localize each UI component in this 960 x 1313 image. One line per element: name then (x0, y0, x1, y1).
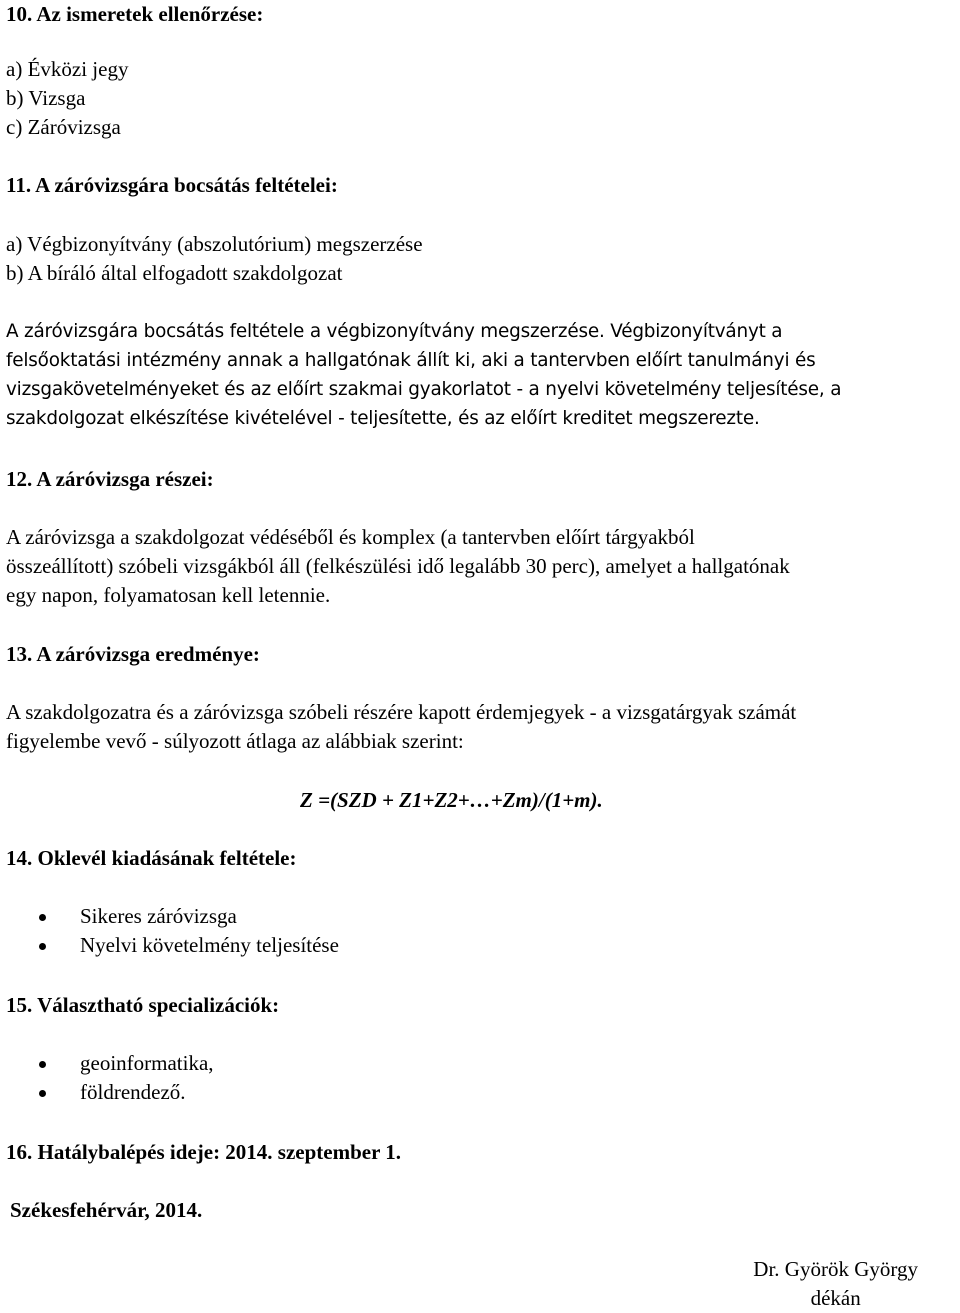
bullet-icon (39, 914, 46, 921)
signatory-name: Dr. Györök György (753, 1257, 918, 1281)
list-item-label: földrendező. (80, 1080, 186, 1104)
paragraph-line: összeállított) szóbeli vizsgákból áll (felkészülési idő legalább 30 perc), amelyet a hallgatónak (6, 554, 790, 578)
paragraph-line: egy napon, folyamatosan kell letennie. (6, 583, 331, 607)
section-10-heading: 10. Az ismeretek ellenőrzése: (6, 2, 264, 26)
section-15-heading: 15. Választható specializációk: (6, 993, 280, 1017)
section-12-paragraph (6, 523, 790, 610)
list-item-label: Nyelvi követelmény teljesítése (80, 933, 339, 957)
section-11-heading: 11. A záróvizsgára bocsátás feltételei: (6, 173, 338, 197)
paragraph-line: felsőoktatási intézmény annak a hallgatónak állít ki, aki a tantervben előírt tanulmányi és (6, 350, 816, 371)
section-13-heading: 13. A záróvizsga eredménye: (6, 642, 260, 666)
paragraph-line: A záróvizsgára bocsátás feltétele a végbizonyítvány megszerzése. Végbizonyítványt a (6, 321, 783, 342)
signature-block (753, 1255, 918, 1313)
bullet-icon (39, 1061, 46, 1068)
section-10-item-b: b) Vizsga (6, 86, 86, 110)
section-11-item-b: b) A bíráló által elfogadott szakdolgozat (6, 261, 343, 285)
section-14-list (6, 902, 339, 960)
section-11-paragraph (6, 317, 841, 433)
section-14-heading: 14. Oklevél kiadásának feltétele: (6, 846, 297, 870)
list-item-label: Sikeres záróvizsga (80, 904, 237, 928)
section-12-heading: 12. A záróvizsga részei: (6, 467, 214, 491)
place-date: Székesfehérvár, 2014. (10, 1198, 203, 1222)
bullet-icon (39, 943, 46, 950)
section-10-item-c: c) Záróvizsga (6, 115, 121, 139)
paragraph-line: szakdolgozat elkészítése kivételével - teljesítette, és az előírt kreditet megszerezte. (6, 408, 760, 429)
paragraph-line: vizsgakövetelményeket és az előírt szakmai gyakorlatot - a nyelvi követelmény teljesítése, a (6, 379, 842, 400)
list-item (6, 902, 339, 931)
section-13-paragraph (6, 698, 796, 756)
list-item (6, 1049, 214, 1078)
bullet-icon (39, 1090, 46, 1097)
section-10-item-a: a) Évközi jegy (6, 57, 129, 81)
list-item (6, 1078, 214, 1107)
section-11-item-a: a) Végbizonyítvány (abszolutórium) megszerzése (6, 232, 423, 256)
paragraph-line: A szakdolgozatra és a záróvizsga szóbeli részére kapott érdemjegyek - a vizsgatárgyak számát (6, 700, 797, 724)
result-formula: Z =(SZD + Z1+Z2+…+Zm)/(1+m). (300, 788, 603, 812)
list-item (6, 931, 339, 960)
section-15-list (6, 1049, 214, 1107)
section-16-heading: 16. Hatálybalépés ideje: 2014. szeptember 1. (6, 1140, 402, 1164)
paragraph-line: A záróvizsga a szakdolgozat védéséből és komplex (a tantervben előírt tárgyakból (6, 525, 695, 549)
signatory-title: dékán (810, 1286, 861, 1310)
list-item-label: geoinformatika, (80, 1051, 214, 1075)
paragraph-line: figyelembe vevő - súlyozott átlaga az alábbiak szerint: (6, 729, 464, 753)
